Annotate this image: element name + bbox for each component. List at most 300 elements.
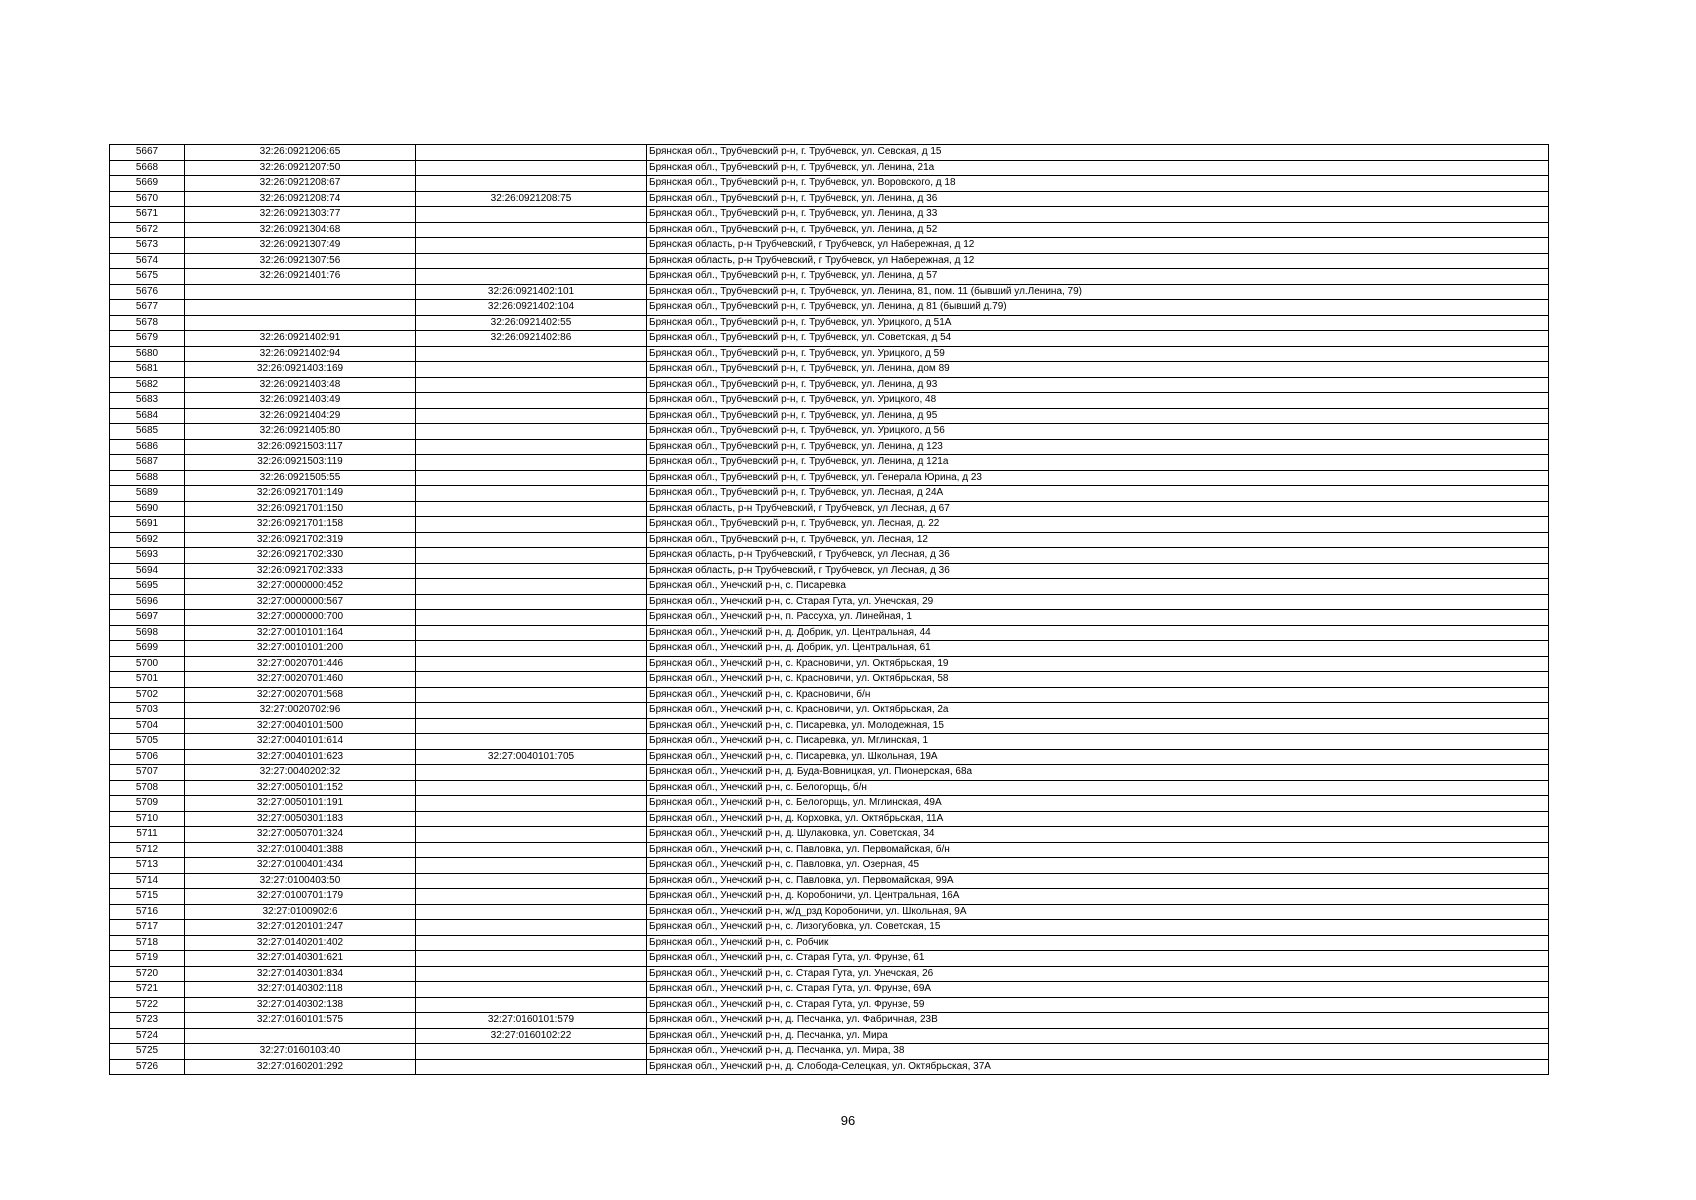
address-cell: Брянская обл., Трубчевский р-н, г. Трубчевск, ул. Урицкого, 48 <box>647 393 1549 409</box>
related-cadastral-number-cell <box>416 1044 647 1060</box>
related-cadastral-number-cell <box>416 594 647 610</box>
cadastral-number-cell: 32:27:0040101:623 <box>185 749 416 765</box>
address-cell: Брянская обл., Унечский р-н, с. Старая Гута, ул. Унечская, 29 <box>647 594 1549 610</box>
cadastral-number-cell: 32:26:0921402:94 <box>185 346 416 362</box>
address-cell: Брянская обл., Трубчевский р-н, г. Трубчевск, ул. Лесная, д 24А <box>647 486 1549 502</box>
related-cadastral-number-cell: 32:27:0040101:705 <box>416 749 647 765</box>
related-cadastral-number-cell <box>416 501 647 517</box>
row-number-cell: 5695 <box>110 579 185 595</box>
cadastral-number-cell: 32:27:0040101:500 <box>185 718 416 734</box>
address-cell: Брянская обл., Трубчевский р-н, г. Трубчевск, ул. Ленина, д 33 <box>647 207 1549 223</box>
row-number-cell: 5674 <box>110 253 185 269</box>
table-row <box>110 501 1549 517</box>
table-row <box>110 935 1549 951</box>
row-number-cell: 5683 <box>110 393 185 409</box>
row-number-cell: 5711 <box>110 827 185 843</box>
related-cadastral-number-cell <box>416 656 647 672</box>
row-number-cell: 5704 <box>110 718 185 734</box>
related-cadastral-number-cell <box>416 780 647 796</box>
table-row <box>110 904 1549 920</box>
table-row <box>110 997 1549 1013</box>
table-row <box>110 1028 1549 1044</box>
address-cell: Брянская обл., Унечский р-н, с. Красновичи, ул. Октябрьская, 2а <box>647 703 1549 719</box>
cadastral-number-cell: 32:26:0921701:150 <box>185 501 416 517</box>
related-cadastral-number-cell <box>416 176 647 192</box>
cadastral-number-cell: 32:26:0921403:48 <box>185 377 416 393</box>
row-number-cell: 5712 <box>110 842 185 858</box>
related-cadastral-number-cell <box>416 253 647 269</box>
related-cadastral-number-cell <box>416 904 647 920</box>
cadastral-number-cell: 32:26:0921307:49 <box>185 238 416 254</box>
cadastral-number-cell: 32:27:0000000:567 <box>185 594 416 610</box>
cadastral-number-cell: 32:26:0921701:158 <box>185 517 416 533</box>
address-cell: Брянская обл., Трубчевский р-н, г. Трубчевск, ул. Лесная, д. 22 <box>647 517 1549 533</box>
cadastral-number-cell: 32:27:0100403:50 <box>185 873 416 889</box>
row-number-cell: 5717 <box>110 920 185 936</box>
address-cell: Брянская обл., Унечский р-н, д. Шулаковка, ул. Советская, 34 <box>647 827 1549 843</box>
cadastral-number-cell: 32:27:0040101:614 <box>185 734 416 750</box>
address-cell: Брянская обл., Унечский р-н, с. Красновичи, б/н <box>647 687 1549 703</box>
row-number-cell: 5706 <box>110 749 185 765</box>
table-row <box>110 563 1549 579</box>
related-cadastral-number-cell: 32:26:0921402:104 <box>416 300 647 316</box>
table-row <box>110 222 1549 238</box>
row-number-cell: 5678 <box>110 315 185 331</box>
related-cadastral-number-cell <box>416 424 647 440</box>
cadastral-number-cell: 32:27:0010101:164 <box>185 625 416 641</box>
address-cell: Брянская обл., Трубчевский р-н, г. Трубчевск, ул. Ленина, д 95 <box>647 408 1549 424</box>
table-row <box>110 269 1549 285</box>
row-number-cell: 5710 <box>110 811 185 827</box>
table-row <box>110 1013 1549 1029</box>
table-row <box>110 579 1549 595</box>
cadastral-number-cell: 32:27:0160101:575 <box>185 1013 416 1029</box>
related-cadastral-number-cell: 32:26:0921402:55 <box>416 315 647 331</box>
row-number-cell: 5671 <box>110 207 185 223</box>
row-number-cell: 5697 <box>110 610 185 626</box>
records-table <box>109 144 1549 1075</box>
table-row <box>110 625 1549 641</box>
related-cadastral-number-cell <box>416 238 647 254</box>
table-row <box>110 842 1549 858</box>
cadastral-number-cell: 32:27:0010101:200 <box>185 641 416 657</box>
table-row <box>110 284 1549 300</box>
row-number-cell: 5682 <box>110 377 185 393</box>
address-cell: Брянская обл., Унечский р-н, с. Старая Гута, ул. Унечская, 26 <box>647 966 1549 982</box>
row-number-cell: 5723 <box>110 1013 185 1029</box>
address-cell: Брянская обл., Трубчевский р-н, г. Трубчевск, ул. Урицкого, д 56 <box>647 424 1549 440</box>
related-cadastral-number-cell <box>416 920 647 936</box>
row-number-cell: 5701 <box>110 672 185 688</box>
table-row <box>110 176 1549 192</box>
cadastral-number-cell: 32:27:0140302:118 <box>185 982 416 998</box>
row-number-cell: 5721 <box>110 982 185 998</box>
address-cell: Брянская обл., Трубчевский р-н, г. Трубчевск, ул. Ленина, д 57 <box>647 269 1549 285</box>
related-cadastral-number-cell <box>416 160 647 176</box>
table-row <box>110 827 1549 843</box>
related-cadastral-number-cell <box>416 346 647 362</box>
cadastral-number-cell: 32:27:0100902:6 <box>185 904 416 920</box>
address-cell: Брянская обл., Унечский р-н, с. Старая Гута, ул. Фрунзе, 61 <box>647 951 1549 967</box>
cadastral-number-cell: 32:27:0160201:292 <box>185 1059 416 1075</box>
cadastral-number-cell: 32:26:0921403:49 <box>185 393 416 409</box>
table-row <box>110 920 1549 936</box>
address-cell: Брянская обл., Унечский р-н, с. Писаревка <box>647 579 1549 595</box>
cadastral-number-cell: 32:26:0921405:80 <box>185 424 416 440</box>
table-row <box>110 160 1549 176</box>
related-cadastral-number-cell <box>416 393 647 409</box>
address-cell: Брянская обл., Трубчевский р-н, г. Трубчевск, ул. Ленина, д 121а <box>647 455 1549 471</box>
related-cadastral-number-cell <box>416 842 647 858</box>
cadastral-number-cell <box>185 1028 416 1044</box>
row-number-cell: 5677 <box>110 300 185 316</box>
table-row <box>110 780 1549 796</box>
address-cell: Брянская область, р-н Трубчевский, г Трубчевск, ул Лесная, д 36 <box>647 563 1549 579</box>
related-cadastral-number-cell <box>416 873 647 889</box>
related-cadastral-number-cell <box>416 455 647 471</box>
cadastral-number-cell: 32:27:0140302:138 <box>185 997 416 1013</box>
table-row <box>110 486 1549 502</box>
row-number-cell: 5703 <box>110 703 185 719</box>
table-row <box>110 300 1549 316</box>
address-cell: Брянская обл., Трубчевский р-н, г. Трубчевск, ул. Урицкого, д 51А <box>647 315 1549 331</box>
row-number-cell: 5716 <box>110 904 185 920</box>
row-number-cell: 5709 <box>110 796 185 812</box>
address-cell: Брянская обл., Унечский р-н, д. Коробоничи, ул. Центральная, 16А <box>647 889 1549 905</box>
cadastral-number-cell: 32:27:0020701:460 <box>185 672 416 688</box>
cadastral-number-cell: 32:26:0921207:50 <box>185 160 416 176</box>
cadastral-number-cell: 32:26:0921702:333 <box>185 563 416 579</box>
table-row <box>110 439 1549 455</box>
table-row <box>110 238 1549 254</box>
table-row <box>110 687 1549 703</box>
address-cell: Брянская обл., Трубчевский р-н, г. Трубчевск, ул. Ленина, 21а <box>647 160 1549 176</box>
table-row <box>110 532 1549 548</box>
row-number-cell: 5705 <box>110 734 185 750</box>
address-cell: Брянская обл., Трубчевский р-н, г. Трубчевск, ул. Ленина, д 52 <box>647 222 1549 238</box>
cadastral-number-cell: 32:27:0020702:96 <box>185 703 416 719</box>
table-row <box>110 811 1549 827</box>
address-cell: Брянская обл., Унечский р-н, с. Писаревка, ул. Молодежная, 15 <box>647 718 1549 734</box>
related-cadastral-number-cell <box>416 470 647 486</box>
table-row <box>110 207 1549 223</box>
cadastral-number-cell: 32:26:0921702:319 <box>185 532 416 548</box>
row-number-cell: 5679 <box>110 331 185 347</box>
cadastral-number-cell: 32:27:0050101:191 <box>185 796 416 812</box>
cadastral-number-cell: 32:27:0000000:700 <box>185 610 416 626</box>
address-cell: Брянская обл., Унечский р-н, с. Белогорщь, ул. Мглинская, 49А <box>647 796 1549 812</box>
related-cadastral-number-cell: 32:26:0921402:101 <box>416 284 647 300</box>
cadastral-number-cell: 32:27:0100701:179 <box>185 889 416 905</box>
table-row <box>110 315 1549 331</box>
row-number-cell: 5724 <box>110 1028 185 1044</box>
cadastral-number-cell: 32:26:0921402:91 <box>185 331 416 347</box>
address-cell: Брянская обл., Трубчевский р-н, г. Трубчевск, ул. Ленина, дом 89 <box>647 362 1549 378</box>
row-number-cell: 5693 <box>110 548 185 564</box>
cadastral-number-cell: 32:27:0140301:834 <box>185 966 416 982</box>
table-row <box>110 796 1549 812</box>
related-cadastral-number-cell <box>416 269 647 285</box>
related-cadastral-number-cell <box>416 811 647 827</box>
related-cadastral-number-cell <box>416 579 647 595</box>
row-number-cell: 5715 <box>110 889 185 905</box>
table-row <box>110 346 1549 362</box>
related-cadastral-number-cell <box>416 858 647 874</box>
row-number-cell: 5667 <box>110 145 185 161</box>
address-cell: Брянская область, р-н Трубчевский, г Трубчевск, ул Набережная, д 12 <box>647 253 1549 269</box>
row-number-cell: 5694 <box>110 563 185 579</box>
table-row <box>110 749 1549 765</box>
related-cadastral-number-cell: 32:27:0160101:579 <box>416 1013 647 1029</box>
address-cell: Брянская обл., Унечский р-н, с. Старая Гута, ул. Фрунзе, 59 <box>647 997 1549 1013</box>
related-cadastral-number-cell <box>416 625 647 641</box>
related-cadastral-number-cell <box>416 517 647 533</box>
related-cadastral-number-cell <box>416 966 647 982</box>
cadastral-number-cell: 32:26:0921701:149 <box>185 486 416 502</box>
table-row <box>110 408 1549 424</box>
cadastral-number-cell: 32:26:0921303:77 <box>185 207 416 223</box>
address-cell: Брянская обл., Трубчевский р-н, г. Трубчевск, ул. Ленина, д 93 <box>647 377 1549 393</box>
table-row <box>110 362 1549 378</box>
address-cell: Брянская обл., Унечский р-н, д. Песчанка, ул. Фабричная, 23В <box>647 1013 1549 1029</box>
cadastral-number-cell: 32:27:0160103:40 <box>185 1044 416 1060</box>
row-number-cell: 5688 <box>110 470 185 486</box>
row-number-cell: 5698 <box>110 625 185 641</box>
row-number-cell: 5714 <box>110 873 185 889</box>
address-cell: Брянская обл., Унечский р-н, д. Песчанка, ул. Мира <box>647 1028 1549 1044</box>
row-number-cell: 5699 <box>110 641 185 657</box>
related-cadastral-number-cell: 32:26:0921402:86 <box>416 331 647 347</box>
cadastral-number-cell: 32:26:0921208:74 <box>185 191 416 207</box>
related-cadastral-number-cell <box>416 563 647 579</box>
related-cadastral-number-cell <box>416 610 647 626</box>
cadastral-number-cell: 32:27:0020701:568 <box>185 687 416 703</box>
address-cell: Брянская обл., Унечский р-н, д. Добрик, ул. Центральная, 61 <box>647 641 1549 657</box>
row-number-cell: 5675 <box>110 269 185 285</box>
table-row <box>110 672 1549 688</box>
row-number-cell: 5719 <box>110 951 185 967</box>
address-cell: Брянская обл., Унечский р-н, с. Писаревка, ул. Школьная, 19А <box>647 749 1549 765</box>
related-cadastral-number-cell <box>416 997 647 1013</box>
table-row <box>110 718 1549 734</box>
address-cell: Брянская обл., Унечский р-н, д. Корховка, ул. Октябрьская, 11А <box>647 811 1549 827</box>
related-cadastral-number-cell <box>416 532 647 548</box>
address-cell: Брянская область, р-н Трубчевский, г Трубчевск, ул Лесная, д 36 <box>647 548 1549 564</box>
table-row <box>110 1044 1549 1060</box>
address-cell: Брянская обл., Унечский р-н, д. Буда-Вовницкая, ул. Пионерская, 68а <box>647 765 1549 781</box>
related-cadastral-number-cell <box>416 641 647 657</box>
address-cell: Брянская обл., Трубчевский р-н, г. Трубчевск, ул. Урицкого, д 59 <box>647 346 1549 362</box>
address-cell: Брянская обл., Трубчевский р-н, г. Трубчевск, ул. Ленина, д 123 <box>647 439 1549 455</box>
records-table-body <box>110 145 1549 1075</box>
row-number-cell: 5726 <box>110 1059 185 1075</box>
table-row <box>110 1059 1549 1075</box>
row-number-cell: 5687 <box>110 455 185 471</box>
related-cadastral-number-cell <box>416 765 647 781</box>
address-cell: Брянская обл., Унечский р-н, с. Красновичи, ул. Октябрьская, 19 <box>647 656 1549 672</box>
row-number-cell: 5707 <box>110 765 185 781</box>
cadastral-number-cell: 32:27:0050101:152 <box>185 780 416 796</box>
address-cell: Брянская обл., Трубчевский р-н, г. Трубчевск, ул. Ленина, д 36 <box>647 191 1549 207</box>
address-cell: Брянская область, р-н Трубчевский, г Трубчевск, ул Набережная, д 12 <box>647 238 1549 254</box>
address-cell: Брянская обл., Унечский р-н, с. Старая Гута, ул. Фрунзе, 69А <box>647 982 1549 998</box>
row-number-cell: 5670 <box>110 191 185 207</box>
table-row <box>110 470 1549 486</box>
related-cadastral-number-cell <box>416 889 647 905</box>
related-cadastral-number-cell <box>416 439 647 455</box>
table-row <box>110 873 1549 889</box>
cadastral-number-cell: 32:26:0921208:67 <box>185 176 416 192</box>
related-cadastral-number-cell <box>416 687 647 703</box>
address-cell: Брянская обл., Унечский р-н, с. Красновичи, ул. Октябрьская, 58 <box>647 672 1549 688</box>
cadastral-number-cell: 32:26:0921503:117 <box>185 439 416 455</box>
cadastral-number-cell <box>185 300 416 316</box>
cadastral-number-cell: 32:27:0140201:402 <box>185 935 416 951</box>
cadastral-number-cell: 32:27:0120101:247 <box>185 920 416 936</box>
cadastral-number-cell: 32:27:0050701:324 <box>185 827 416 843</box>
table-row <box>110 191 1549 207</box>
cadastral-number-cell: 32:26:0921304:68 <box>185 222 416 238</box>
related-cadastral-number-cell: 32:27:0160102:22 <box>416 1028 647 1044</box>
table-row <box>110 966 1549 982</box>
cadastral-number-cell: 32:27:0050301:183 <box>185 811 416 827</box>
row-number-cell: 5681 <box>110 362 185 378</box>
table-row <box>110 656 1549 672</box>
row-number-cell: 5720 <box>110 966 185 982</box>
page-number: 96 <box>840 1113 856 1128</box>
table-row <box>110 517 1549 533</box>
address-cell: Брянская обл., Унечский р-н, д. Добрик, ул. Центральная, 44 <box>647 625 1549 641</box>
related-cadastral-number-cell <box>416 703 647 719</box>
row-number-cell: 5672 <box>110 222 185 238</box>
related-cadastral-number-cell <box>416 486 647 502</box>
address-cell: Брянская обл., Трубчевский р-н, г. Трубчевск, ул. Ленина, 81, пом. 11 (бывший ул.Ленина, 79) <box>647 284 1549 300</box>
related-cadastral-number-cell <box>416 982 647 998</box>
row-number-cell: 5713 <box>110 858 185 874</box>
address-cell: Брянская обл., Унечский р-н, с. Павловка, ул. Озерная, 45 <box>647 858 1549 874</box>
address-cell: Брянская обл., Унечский р-н, с. Писаревка, ул. Мглинская, 1 <box>647 734 1549 750</box>
row-number-cell: 5685 <box>110 424 185 440</box>
row-number-cell: 5673 <box>110 238 185 254</box>
cadastral-number-cell: 32:27:0040202:32 <box>185 765 416 781</box>
related-cadastral-number-cell <box>416 734 647 750</box>
related-cadastral-number-cell <box>416 951 647 967</box>
cadastral-number-cell: 32:26:0921206:65 <box>185 145 416 161</box>
cadastral-number-cell <box>185 315 416 331</box>
row-number-cell: 5668 <box>110 160 185 176</box>
address-cell: Брянская обл., Унечский р-н, с. Павловка, ул. Первомайская, 99А <box>647 873 1549 889</box>
table-row <box>110 951 1549 967</box>
row-number-cell: 5684 <box>110 408 185 424</box>
related-cadastral-number-cell <box>416 222 647 238</box>
related-cadastral-number-cell <box>416 935 647 951</box>
row-number-cell: 5722 <box>110 997 185 1013</box>
address-cell: Брянская обл., Унечский р-н, д. Слобода-Селецкая, ул. Октябрьская, 37А <box>647 1059 1549 1075</box>
related-cadastral-number-cell <box>416 145 647 161</box>
table-row <box>110 734 1549 750</box>
row-number-cell: 5669 <box>110 176 185 192</box>
row-number-cell: 5725 <box>110 1044 185 1060</box>
address-cell: Брянская обл., Унечский р-н, с. Павловка, ул. Первомайская, б/н <box>647 842 1549 858</box>
address-cell: Брянская обл., Унечский р-н, с. Белогорщь, б/н <box>647 780 1549 796</box>
row-number-cell: 5689 <box>110 486 185 502</box>
table-row <box>110 424 1549 440</box>
table-row <box>110 455 1549 471</box>
table-row <box>110 548 1549 564</box>
related-cadastral-number-cell <box>416 207 647 223</box>
table-row <box>110 331 1549 347</box>
table-row <box>110 393 1549 409</box>
related-cadastral-number-cell <box>416 672 647 688</box>
cadastral-number-cell: 32:26:0921404:29 <box>185 408 416 424</box>
table-row <box>110 145 1549 161</box>
related-cadastral-number-cell: 32:26:0921208:75 <box>416 191 647 207</box>
cadastral-number-cell <box>185 284 416 300</box>
address-cell: Брянская обл., Унечский р-н, д. Песчанка, ул. Мира, 38 <box>647 1044 1549 1060</box>
related-cadastral-number-cell <box>416 827 647 843</box>
cadastral-number-cell: 32:26:0921505:55 <box>185 470 416 486</box>
cadastral-number-cell: 32:27:0100401:434 <box>185 858 416 874</box>
address-cell: Брянская обл., Унечский р-н, с. Лизогубовка, ул. Советская, 15 <box>647 920 1549 936</box>
row-number-cell: 5692 <box>110 532 185 548</box>
related-cadastral-number-cell <box>416 377 647 393</box>
table-row <box>110 889 1549 905</box>
row-number-cell: 5691 <box>110 517 185 533</box>
cadastral-number-cell: 32:26:0921503:119 <box>185 455 416 471</box>
address-cell: Брянская область, р-н Трубчевский, г Трубчевск, ул Лесная, д 67 <box>647 501 1549 517</box>
related-cadastral-number-cell <box>416 548 647 564</box>
cadastral-number-cell: 32:26:0921307:56 <box>185 253 416 269</box>
row-number-cell: 5708 <box>110 780 185 796</box>
table-row <box>110 594 1549 610</box>
row-number-cell: 5680 <box>110 346 185 362</box>
cadastral-number-cell: 32:26:0921401:76 <box>185 269 416 285</box>
cadastral-number-cell: 32:27:0100401:388 <box>185 842 416 858</box>
table-row <box>110 858 1549 874</box>
address-cell: Брянская обл., Трубчевский р-н, г. Трубчевск, ул. Воровского, д 18 <box>647 176 1549 192</box>
table-row <box>110 641 1549 657</box>
address-cell: Брянская обл., Трубчевский р-н, г. Трубчевск, ул. Севская, д 15 <box>647 145 1549 161</box>
cadastral-number-cell: 32:27:0020701:446 <box>185 656 416 672</box>
cadastral-number-cell: 32:26:0921702:330 <box>185 548 416 564</box>
address-cell: Брянская обл., Унечский р-н, ж/д_рзд Коробоничи, ул. Школьная, 9А <box>647 904 1549 920</box>
table-row <box>110 982 1549 998</box>
row-number-cell: 5700 <box>110 656 185 672</box>
row-number-cell: 5718 <box>110 935 185 951</box>
row-number-cell: 5676 <box>110 284 185 300</box>
table-row <box>110 377 1549 393</box>
row-number-cell: 5686 <box>110 439 185 455</box>
related-cadastral-number-cell <box>416 796 647 812</box>
row-number-cell: 5702 <box>110 687 185 703</box>
table-row <box>110 253 1549 269</box>
address-cell: Брянская обл., Унечский р-н, с. Робчик <box>647 935 1549 951</box>
address-cell: Брянская обл., Трубчевский р-н, г. Трубчевск, ул. Генерала Юрина, д 23 <box>647 470 1549 486</box>
address-cell: Брянская обл., Унечский р-н, п. Рассуха, ул. Линейная, 1 <box>647 610 1549 626</box>
cadastral-number-cell: 32:26:0921403:169 <box>185 362 416 378</box>
address-cell: Брянская обл., Трубчевский р-н, г. Трубчевск, ул. Советская, д 54 <box>647 331 1549 347</box>
related-cadastral-number-cell <box>416 1059 647 1075</box>
table-row <box>110 610 1549 626</box>
table-row <box>110 765 1549 781</box>
row-number-cell: 5690 <box>110 501 185 517</box>
address-cell: Брянская обл., Трубчевский р-н, г. Трубчевск, ул. Ленина, д 81 (бывший д.79) <box>647 300 1549 316</box>
cadastral-number-cell: 32:27:0140301:621 <box>185 951 416 967</box>
cadastral-number-cell: 32:27:0000000:452 <box>185 579 416 595</box>
row-number-cell: 5696 <box>110 594 185 610</box>
table-row <box>110 703 1549 719</box>
related-cadastral-number-cell <box>416 362 647 378</box>
